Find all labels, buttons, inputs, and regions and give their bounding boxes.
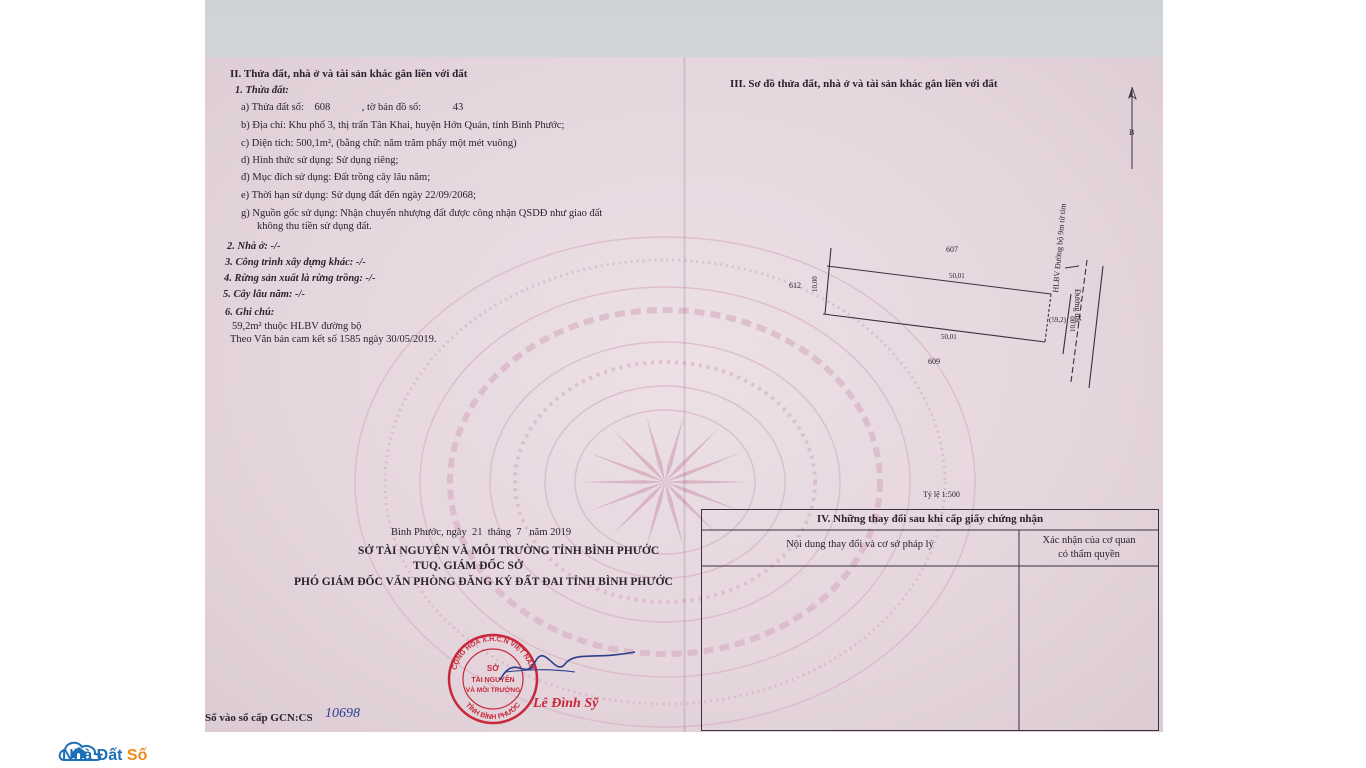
- length-bottom: 50,01: [941, 333, 957, 341]
- scale-label: Tỷ lệ 1:500: [923, 490, 960, 499]
- width-right: 10,00: [1069, 316, 1077, 332]
- changes-col-content: Nội dung thay đổi và cơ sở pháp lý: [786, 539, 934, 550]
- usage-term: e) Thời hạn sử dụng: Sử dụng đất đến ngày 22/09/2068;: [241, 190, 476, 201]
- drum-star-ray: [588, 452, 665, 482]
- drum-star-ray: [665, 482, 742, 512]
- other-construction-item: 3. Công trình xây dựng khác: -/-: [225, 257, 366, 268]
- section-2-heading: II. Thửa đất, nhà ở và tài sản khác gắn liền với đất: [230, 68, 468, 80]
- usage-purpose: đ) Mục đích sử dụng: Đất trồng cây lâu năm;: [241, 172, 431, 183]
- land-plot-heading: 1. Thửa đất:: [235, 85, 289, 96]
- plot-area: c) Diện tích: 500,1m², (bằng chữ: năm trăm phẩy một mét vuông): [241, 138, 517, 149]
- hlbv-label: HLBV Đường bộ 9m từ tim: [1050, 203, 1068, 293]
- certificate-paper: [205, 57, 1163, 732]
- brand-name-1: Nhà Đất: [62, 747, 127, 764]
- section-4-heading: IV. Những thay đổi sau khi cấp giấy chứng nhận: [816, 513, 1044, 525]
- label-607: 607: [946, 245, 958, 254]
- label-612: 612: [789, 281, 801, 290]
- brand-name-2: Số: [126, 747, 148, 764]
- handwritten-signature: [495, 642, 645, 692]
- issuing-org: SỞ TÀI NGUYÊN VÀ MÔI TRƯỜNG TỈNH BÌNH PHƯỚC: [358, 545, 660, 557]
- drum-star-ray: [665, 452, 742, 482]
- changes-col-confirm-2: có thẩm quyền: [1058, 549, 1120, 560]
- register-number: 10698: [325, 706, 360, 721]
- issue-date: Bình Phước, ngày 21 tháng 7 năm 2019: [391, 527, 572, 538]
- label-609: 609: [928, 357, 940, 366]
- page-fold: [683, 57, 686, 732]
- authorization: TUQ. GIÁM ĐỐC SỞ: [413, 560, 523, 572]
- register-label: Số vào sổ cấp GCN:CS: [205, 712, 313, 724]
- plot-address: b) Địa chỉ: Khu phố 3, thị trấn Tân Khai, huyện Hớn Quản, tỉnh Bình Phước;: [241, 120, 565, 131]
- notes-heading: 6. Ghi chú:: [225, 307, 275, 318]
- note-line-2: Theo Văn bản cam kết số 1585 ngày 30/05/2019.: [230, 334, 437, 345]
- changes-table: [701, 509, 1159, 731]
- stamp-center-3: VÀ MÔI TRƯỜNG: [465, 687, 521, 694]
- stamp-center-2: TÀI NGUYÊN: [471, 677, 515, 684]
- house-item: 2. Nhà ở: -/-: [227, 241, 281, 252]
- forest-item: 4. Rừng sản xuất là rừng trồng: -/-: [224, 273, 376, 284]
- usage-form: d) Hình thức sử dụng: Sử dụng riêng;: [241, 155, 399, 166]
- usage-origin-cont: không thu tiền sử dụng đất.: [257, 221, 372, 232]
- signer-title: PHÓ GIÁM ĐỐC VĂN PHÒNG ĐĂNG KÝ ĐẤT ĐAI TỈNH BÌNH PHƯỚC: [294, 576, 673, 588]
- north-label: B: [1129, 128, 1135, 137]
- certificate-photo: [205, 0, 1163, 732]
- stamp-ring-top: CỘNG HÒA X.H.C.N VIỆT NAM: [451, 635, 535, 671]
- drum-star-ray: [588, 482, 665, 512]
- section-3-heading: III. Sơ đồ thửa đất, nhà ở và tài sản khác gắn liền với đất: [730, 78, 998, 90]
- signer-name: Lê Đình Sỹ: [533, 696, 599, 711]
- road-label: Đường đất: [1073, 289, 1082, 324]
- drum-star-ray: [580, 480, 665, 484]
- stamp-ring-bottom: TỈNH BÌNH PHƯỚC: [463, 701, 523, 722]
- changes-col-confirm-1: Xác nhận của cơ quan: [1042, 535, 1136, 546]
- brand-logo-text: [62, 747, 147, 765]
- drum-star-ray: [665, 480, 750, 484]
- hlbv-area: (59,2): [1049, 316, 1066, 324]
- usage-origin: g) Nguồn gốc sử dụng: Nhận chuyển nhượng đất được công nhận QSDĐ như giao đất: [241, 208, 603, 219]
- note-line-1: 59,2m² thuộc HLBV đường bộ: [232, 321, 362, 332]
- width-left: 10,00: [811, 276, 819, 292]
- length-top: 50,01: [949, 272, 965, 280]
- plot-number: a) Thửa đất số: 608 , tờ bản đồ số: 43: [241, 102, 464, 113]
- perennial-tree-item: 5. Cây lâu năm: -/-: [223, 289, 305, 300]
- stamp-center-1: SỞ: [486, 664, 500, 673]
